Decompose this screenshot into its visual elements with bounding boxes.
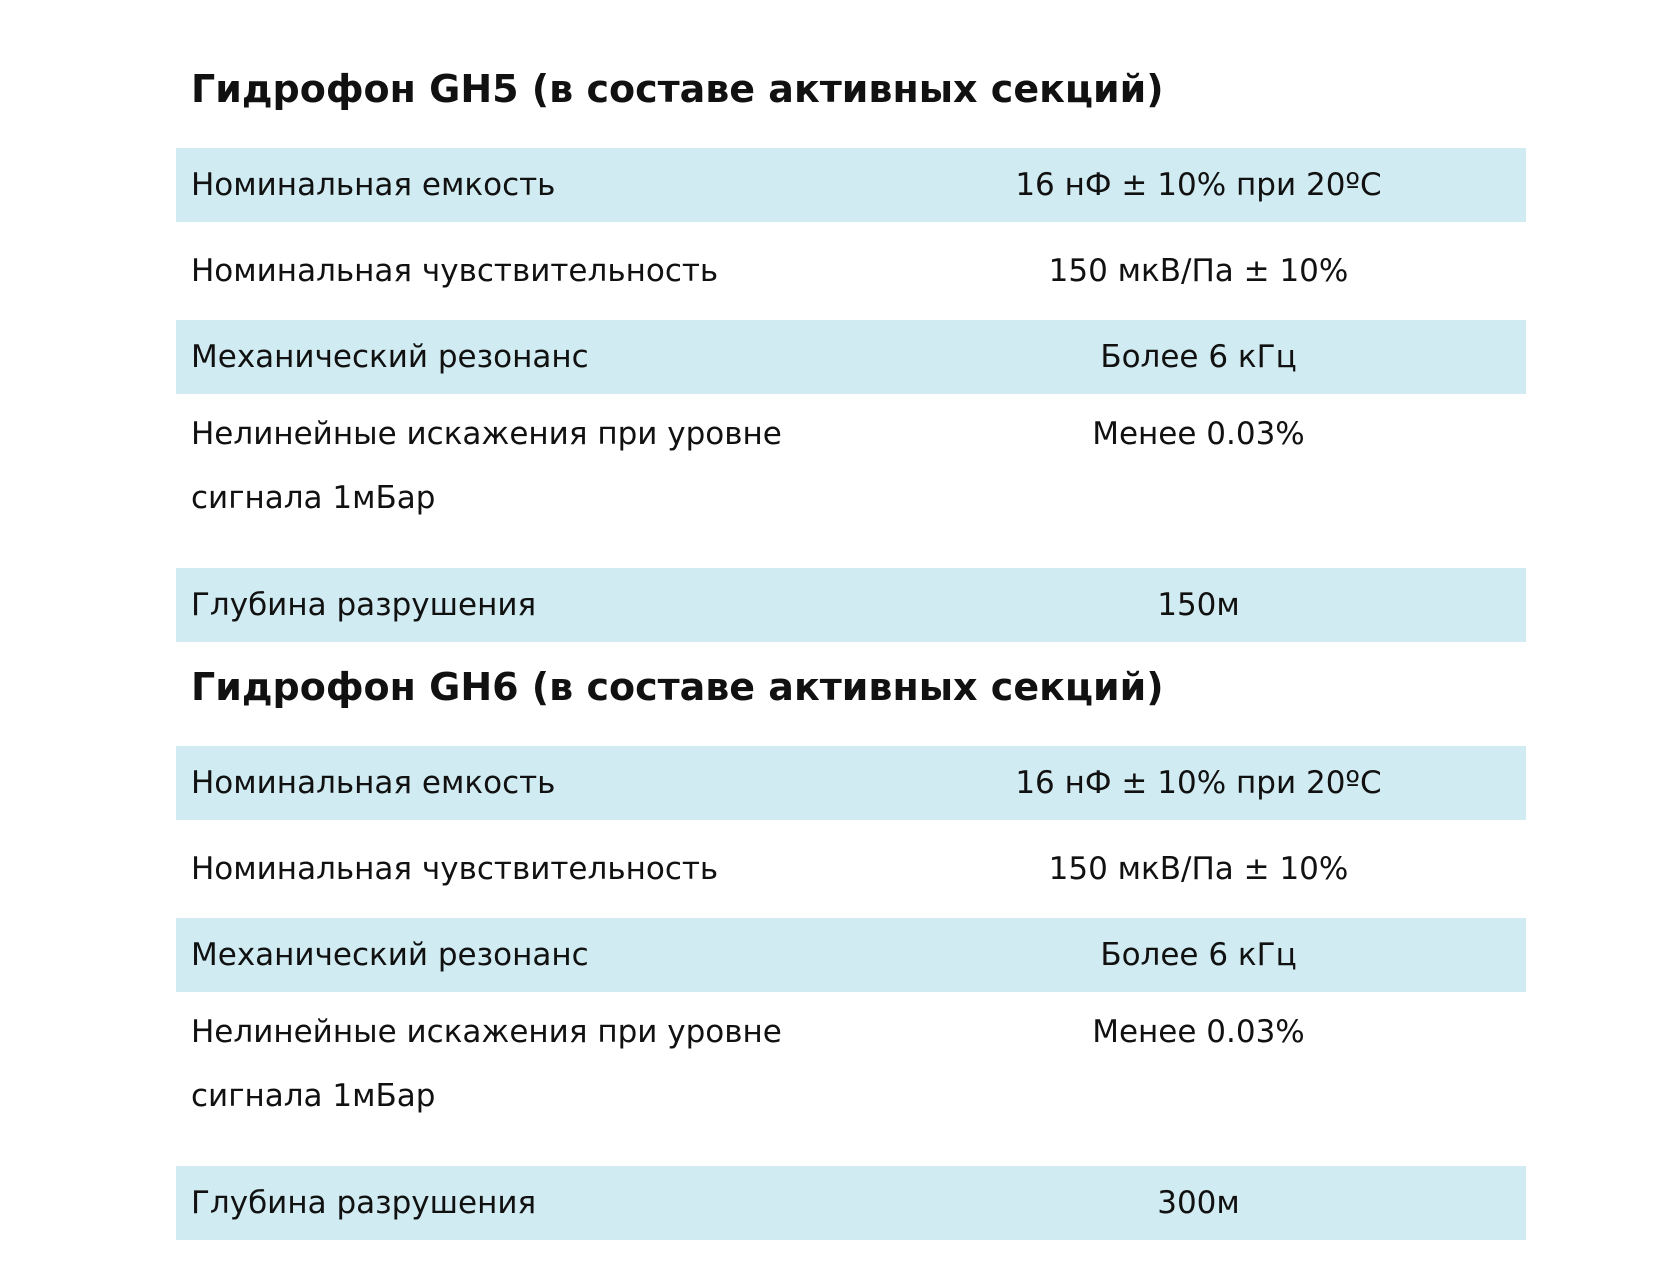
param-value: Более 6 кГц bbox=[841, 918, 1526, 992]
param-label: Глубина разрушения bbox=[176, 1166, 841, 1240]
param-value: Более 6 кГц bbox=[841, 320, 1526, 394]
table-row bbox=[176, 992, 1526, 1166]
param-label: Номинальная чувствительность bbox=[191, 851, 719, 887]
table-row bbox=[176, 746, 1526, 820]
param-value: 16 нФ ± 10% при 20ºC bbox=[841, 148, 1526, 222]
param-label: Нелинейные искажения при уровне сигнала 1мБар bbox=[191, 1014, 782, 1114]
table-row bbox=[176, 320, 1526, 394]
spec-section-gh6 bbox=[176, 660, 1526, 1240]
section-title: Гидрофон GH6 (в составе активных секций) bbox=[191, 665, 1164, 709]
param-label: Механический резонанс bbox=[176, 918, 841, 992]
param-value: 150 мкВ/Па ± 10% bbox=[1048, 253, 1349, 289]
param-value: 150 мкВ/Па ± 10% bbox=[1048, 851, 1349, 887]
param-value: 150м bbox=[841, 568, 1526, 642]
param-label: Глубина разрушения bbox=[176, 568, 841, 642]
param-value: 16 нФ ± 10% при 20ºC bbox=[841, 746, 1526, 820]
spec-table bbox=[176, 148, 1526, 642]
table-row bbox=[176, 918, 1526, 992]
param-label: Нелинейные искажения при уровне сигнала 1мБар bbox=[191, 416, 782, 516]
param-value: Менее 0.03% bbox=[1092, 416, 1305, 452]
table-row bbox=[176, 820, 1526, 918]
section-title: Гидрофон GH5 (в составе активных секций) bbox=[191, 67, 1164, 111]
param-label: Номинальная емкость bbox=[176, 148, 841, 222]
param-label: Механический резонанс bbox=[176, 320, 841, 394]
table-row bbox=[176, 1166, 1526, 1240]
param-label: Номинальная емкость bbox=[176, 746, 841, 820]
spec-section-gh5 bbox=[176, 62, 1526, 642]
param-value: 300м bbox=[841, 1166, 1526, 1240]
param-value: Менее 0.03% bbox=[1092, 1014, 1305, 1050]
spec-table bbox=[176, 746, 1526, 1240]
table-row bbox=[176, 222, 1526, 320]
table-row bbox=[176, 394, 1526, 568]
table-row bbox=[176, 568, 1526, 642]
param-label: Номинальная чувствительность bbox=[191, 253, 719, 289]
table-row bbox=[176, 148, 1526, 222]
